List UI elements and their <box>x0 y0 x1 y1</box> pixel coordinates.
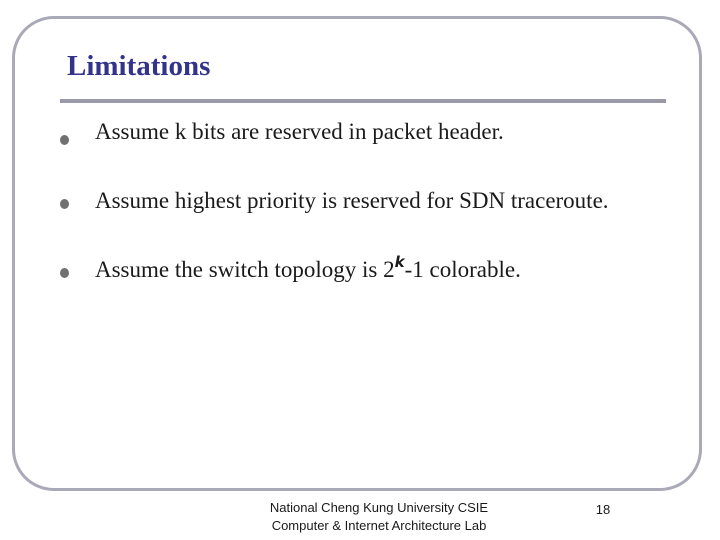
exponent-k: k <box>394 253 405 271</box>
bullet-text: Assume k bits are reserved in packet header. <box>95 119 504 144</box>
bullet-dot-icon <box>60 135 69 145</box>
footer-affiliation <box>234 499 524 535</box>
bullet-text <box>95 253 521 283</box>
title-divider <box>60 99 666 103</box>
bullet-dot-icon <box>60 268 69 278</box>
bullet-text: Assume highest priority is reserved for SDN traceroute. <box>95 188 609 213</box>
bullet-dot-icon <box>60 199 69 209</box>
bullet-text-suffix: -1 colorable. <box>404 257 521 282</box>
slide-frame <box>12 16 702 491</box>
page-number: 18 <box>595 502 611 517</box>
footer-line-lab: Computer & Internet Architecture Lab <box>271 518 487 533</box>
bullet-text-prefix: Assume the switch topology is 2 <box>95 257 395 282</box>
slide-title: Limitations <box>67 50 211 82</box>
footer-line-university: National Cheng Kung University CSIE <box>269 500 489 515</box>
